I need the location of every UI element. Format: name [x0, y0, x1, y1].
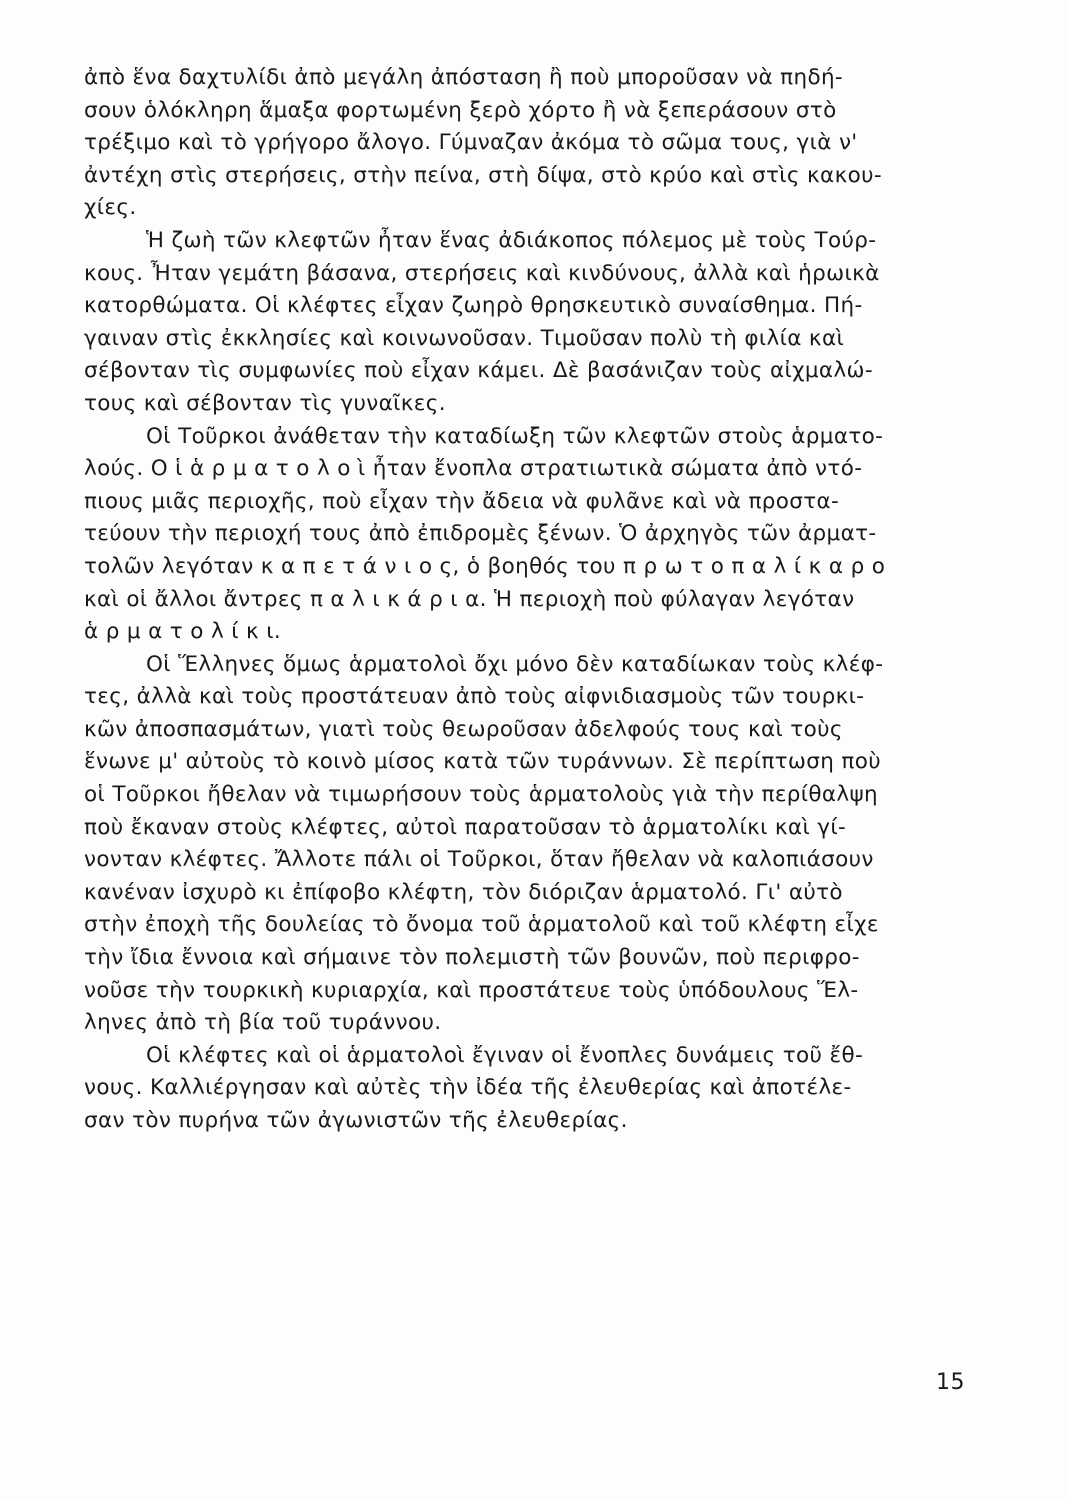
text-line: τολῶν λεγόταν κ α π ε τ ά ν ι ο ς, ὁ βοηθός του π ρ ω τ ο π α λ ί κ α ρ ο	[84, 553, 886, 579]
text-line: τρέξιμο καὶ τὸ γρήγορο ἄλογο. Γύμναζαν ἀκόμα τὸ σῶμα τους, γιὰ ν'	[84, 130, 858, 156]
text-line: σαν τὸν πυρήνα τῶν ἀγωνιστῶν τῆς ἐλευθερίας.	[84, 1108, 628, 1133]
text-line: νοῦσε τὴν τουρκικὴ κυριαρχία, καὶ προστάτευε τοὺς ὑπόδουλους Ἕλ-	[84, 977, 859, 1003]
text-line: ἀντέχη στὶς στερήσεις, στὴν πείνα, στὴ δίψα, στὸ κρύο καὶ στὶς κακου-	[84, 162, 882, 188]
text-line: νους. Καλλιέργησαν καὶ αὐτὲς τὴν ἰδέα τῆς ἐλευθερίας καὶ ἀποτέλε-	[84, 1075, 852, 1101]
text-line: τους καὶ σέβονταν τὶς γυναῖκες.	[84, 390, 446, 416]
text-line: σέβονταν τὶς συμφωνίες ποὺ εἶχαν κάμει. Δὲ βασάνιζαν τοὺς αἰχμαλώ-	[84, 358, 873, 384]
text-line: Οἱ Ἕλληνες ὅμως ἁρματολοὶ ὄχι μόνο δὲν καταδίωκαν τοὺς κλέφ-	[146, 651, 884, 677]
text-line: κανέναν ἰσχυρὸ κι ἐπίφοβο κλέφτη, τὸν διόριζαν ἁρματολό. Γι' αὐτὸ	[84, 879, 843, 905]
text-line: τες, ἀλλὰ καὶ τοὺς προστάτευαν ἀπὸ τοὺς αἰφνιδιασμοὺς τῶν τουρκι-	[84, 684, 865, 710]
text-line: Οἱ κλέφτες καὶ οἱ ἁρματολοὶ ἔγιναν οἱ ἔνοπλες δυνάμεις τοῦ ἔθ-	[146, 1042, 864, 1068]
text-line: κους. Ἦταν γεμάτη βάσανα, στερήσεις καὶ κινδύνους, ἀλλὰ καὶ ἡρωικὰ	[84, 260, 880, 286]
text-line: πιους μιᾶς περιοχῆς, ποὺ εἶχαν τὴν ἄδεια νὰ φυλᾶνε καὶ νὰ προστα-	[84, 488, 840, 514]
text-line: ἀπὸ ἕνα δαχτυλίδι ἀπὸ μεγάλη ἀπόσταση ἢ ποὺ μποροῦσαν νὰ πηδή-	[84, 65, 844, 90]
text-line: στὴν ἐποχὴ τῆς δουλείας τὸ ὄνομα τοῦ ἁρματολοῦ καὶ τοῦ κλέφτη εἶχε	[84, 912, 879, 938]
text-line: νονταν κλέφτες. Ἄλλοτε πάλι οἱ Τοῦρκοι, ὅταν ἤθελαν νὰ καλοπιάσουν	[84, 847, 874, 873]
page-number: 15	[936, 1370, 965, 1395]
text-line: γαιναν στὶς ἐκκλησίες καὶ κοινωνοῦσαν. Τιμοῦσαν πολὺ τὴ φιλία καὶ	[84, 325, 845, 351]
text-line: Ἡ ζωὴ τῶν κλεφτῶν ἦταν ἕνας ἀδιάκοπος πόλεμος μὲ τοὺς Τούρ-	[146, 227, 877, 253]
text-line: οἱ Τοῦρκοι ἤθελαν νὰ τιμωρήσουν τοὺς ἁρματολοὺς γιὰ τὴν περίθαλψη	[84, 782, 879, 808]
text-line: κατορθώματα. Οἱ κλέφτες εἶχαν ζωηρὸ θρησκευτικὸ συναίσθημα. Πή-	[84, 293, 863, 319]
text-line: τεύουν τὴν περιοχή τους ἀπὸ ἐπιδρομὲς ξένων. Ὁ ἀρχηγὸς τῶν ἀρματ-	[84, 521, 877, 547]
text-line: καὶ οἱ ἄλλοι ἄντρες π α λ ι κ ά ρ ι α. Ἡ περιοχὴ ποὺ φύλαγαν λεγόταν	[84, 586, 855, 612]
text-line: ἁ ρ μ α τ ο λ ί κ ι.	[84, 619, 282, 645]
text-line: λούς. Ο ἱ ἁ ρ μ α τ ο λ ο ὶ ἦταν ἔνοπλα στρατιωτικὰ σώματα ἀπὸ ντό-	[84, 456, 863, 482]
text-line: Οἱ Τοῦρκοι ἀνάθεταν τὴν καταδίωξη τῶν κλεφτῶν στοὺς ἁρματο-	[146, 423, 884, 449]
text-line: ποὺ ἔκαναν στοὺς κλέφτες, αὐτοὶ παρατοῦσαν τὸ ἁρματολίκι καὶ γί-	[84, 814, 847, 840]
text-line: χίες.	[84, 195, 137, 221]
text-line: τὴν ἴδια ἔννοια καὶ σήμαινε τὸν πολεμιστὴ τῶν βουνῶν, ποὺ περιφρο-	[84, 945, 860, 971]
text-line: κῶν ἀποσπασμάτων, γιατὶ τοὺς θεωροῦσαν ἀδελφούς τους καὶ τοὺς	[84, 716, 843, 742]
text-line: ληνες ἀπὸ τὴ βία τοῦ τυράννου.	[84, 1010, 442, 1036]
body-text	[84, 62, 964, 1138]
text-line: ἕνωνε μ' αὐτοὺς τὸ κοινὸ μίσος κατὰ τῶν τυράννων. Σὲ περίπτωση ποὺ	[84, 749, 881, 775]
text-line: σουν ὁλόκληρη ἅμαξα φορτωμένη ξερὸ χόρτο ἢ νὰ ξεπεράσουν στὸ	[84, 97, 837, 123]
